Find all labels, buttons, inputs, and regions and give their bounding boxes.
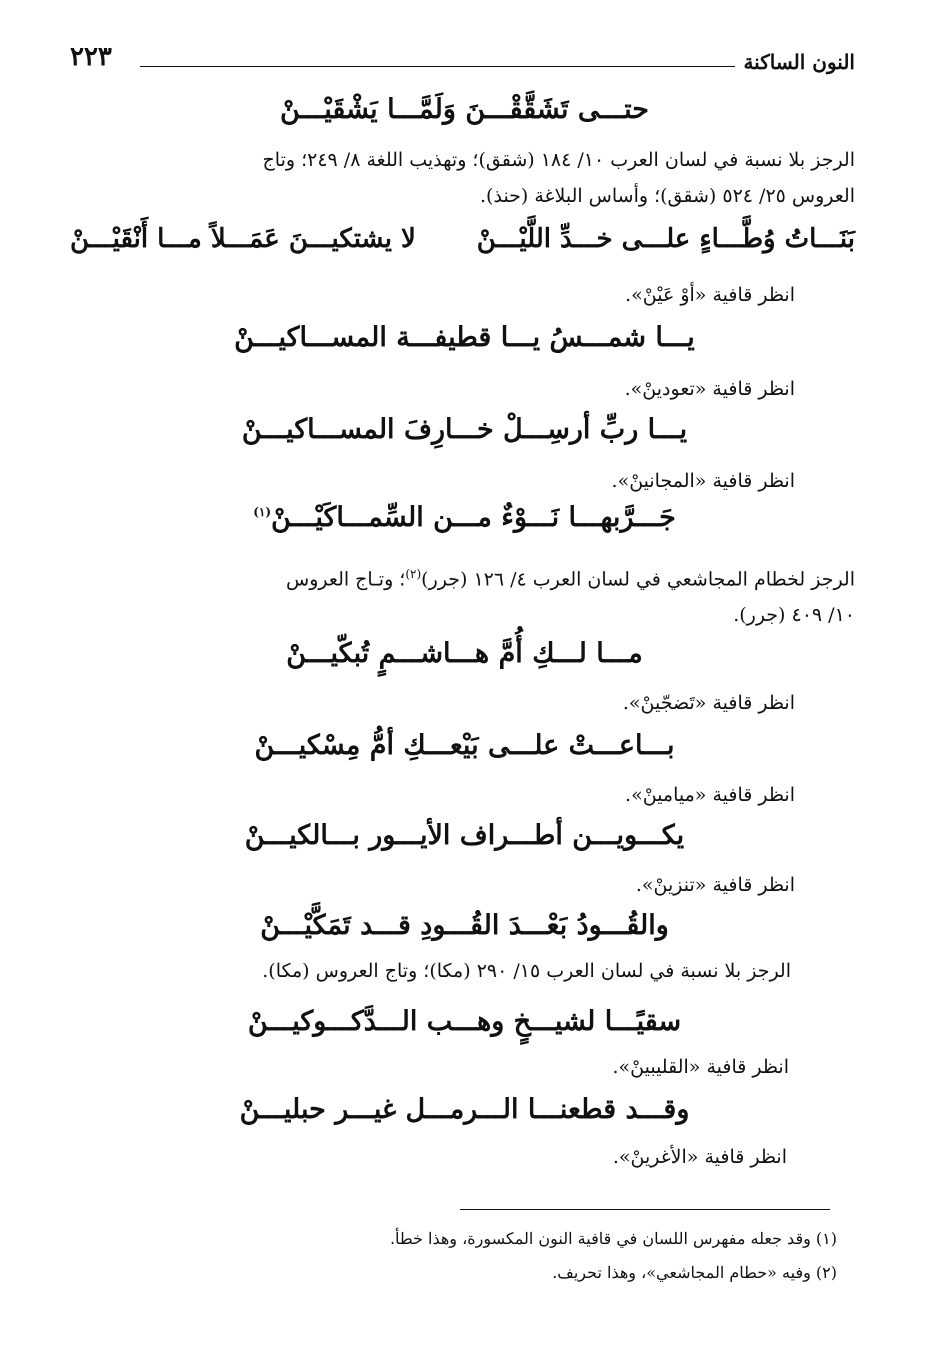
source-note-line: العروس ٢٥/ ٥٢٤ (شقق)؛ وأساس البلاغة (حنذ).	[480, 185, 855, 207]
verse-hemistich-first: بَنَـــاتُ وُطَّـــاءٍ علـــى خـــدِّ اللَّيْـــنْ	[476, 224, 855, 254]
cross-reference: انظر قافية «المجانينْ».	[611, 470, 795, 492]
verse-line: سقيًـــا لشيـــخٍ وهـــب الـــدَّكـــوكيـــنْ	[247, 1006, 682, 1037]
cross-reference: انظر قافية «الأغرينْ».	[612, 1146, 787, 1168]
verse-text: جَـــرَّبهـــا نَـــوْءٌ مـــن السِّمـــاكَيْـــنْ	[271, 502, 676, 533]
cross-reference: انظر قافية «ميامينْ».	[625, 784, 795, 806]
cross-reference: انظر قافية «القليبينْ».	[612, 1056, 789, 1078]
verse-line: يـــا ربِّ أرسِـــلْ خـــارِفَ المســـاكيـــنْ	[241, 414, 688, 445]
cross-reference: انظر قافية «أوْ عَيْنْ».	[625, 284, 795, 306]
verse-line: والقُـــودُ بَعْـــدَ القُـــودِ قـــد تَمَكَّيْـــنْ	[260, 910, 669, 941]
footnote-marker: (١)	[253, 505, 272, 519]
footnote: (٢) وفيه «حطام المجاشعي»، وهذا تحريف.	[552, 1263, 837, 1282]
running-title: النون الساكنة	[743, 50, 855, 74]
verse-line: حتـــى تَشَقَّقْـــنَ وَلَمَّـــا يَشْقَيْـــنْ	[280, 94, 649, 125]
verse-pair	[70, 224, 855, 264]
source-text: ؛ وتـاج العروس	[286, 568, 406, 591]
verse-line: يكـــويـــن أطـــراف الأيـــور بـــالكيـــنْ	[244, 820, 685, 851]
page-number: ٢٢٣	[70, 42, 112, 72]
source-note-line: الرجز بلا نسبة في لسان العرب ١٠/ ١٨٤ (شقق)؛ وتهذيب اللغة ٨/ ٢٤٩؛ وتاج	[262, 149, 855, 171]
cross-reference: انظر قافية «تنزينْ».	[635, 874, 795, 896]
source-note	[70, 556, 855, 633]
verse-line: يـــا شمـــسُ يـــا قطيفـــة المســـاكيـــنْ	[234, 322, 695, 353]
source-note	[70, 142, 855, 214]
source-note-line: ١٠/ ٤٠٩ (جرر).	[733, 604, 855, 627]
verse-line: وقـــد قطعنـــا الـــرمـــل غيـــر حبليـــنْ	[239, 1094, 690, 1125]
cross-reference: انظر قافية «تَضجّينْ».	[622, 692, 795, 714]
header-rule	[140, 66, 735, 67]
page-header	[70, 40, 855, 80]
footnote-rule	[460, 1209, 830, 1210]
verse-hemistich-second: لا يشتكيـــنَ عَمَـــلاً مـــا أَنْقَيْـــنْ	[70, 224, 416, 254]
footnote-marker: (٢)	[405, 567, 422, 581]
cross-reference: انظر قافية «تعودينْ».	[624, 378, 795, 400]
source-note-line	[70, 556, 855, 597]
source-note: الرجز بلا نسبة في لسان العرب ١٥/ ٢٩٠ (مكا)؛ وتاج العروس (مكا).	[262, 960, 791, 982]
verse-line: مـــا لـــكِ أُمَّ هـــاشـــمٍ تُبكّيـــنْ	[286, 638, 643, 669]
verse-line	[150, 502, 779, 533]
footnote: (١) وقد جعله مفهرس اللسان في قافية النون المكسورة، وهذا خطأ.	[389, 1229, 837, 1248]
source-text: الرجز لخطام المجاشعي في لسان العرب ٤/ ١٢٦ (جرر)	[421, 568, 855, 591]
verse-line: بـــاعـــتْ علـــى بَيْعـــكِ أمُّ مِسْكيـــنْ	[254, 730, 675, 761]
